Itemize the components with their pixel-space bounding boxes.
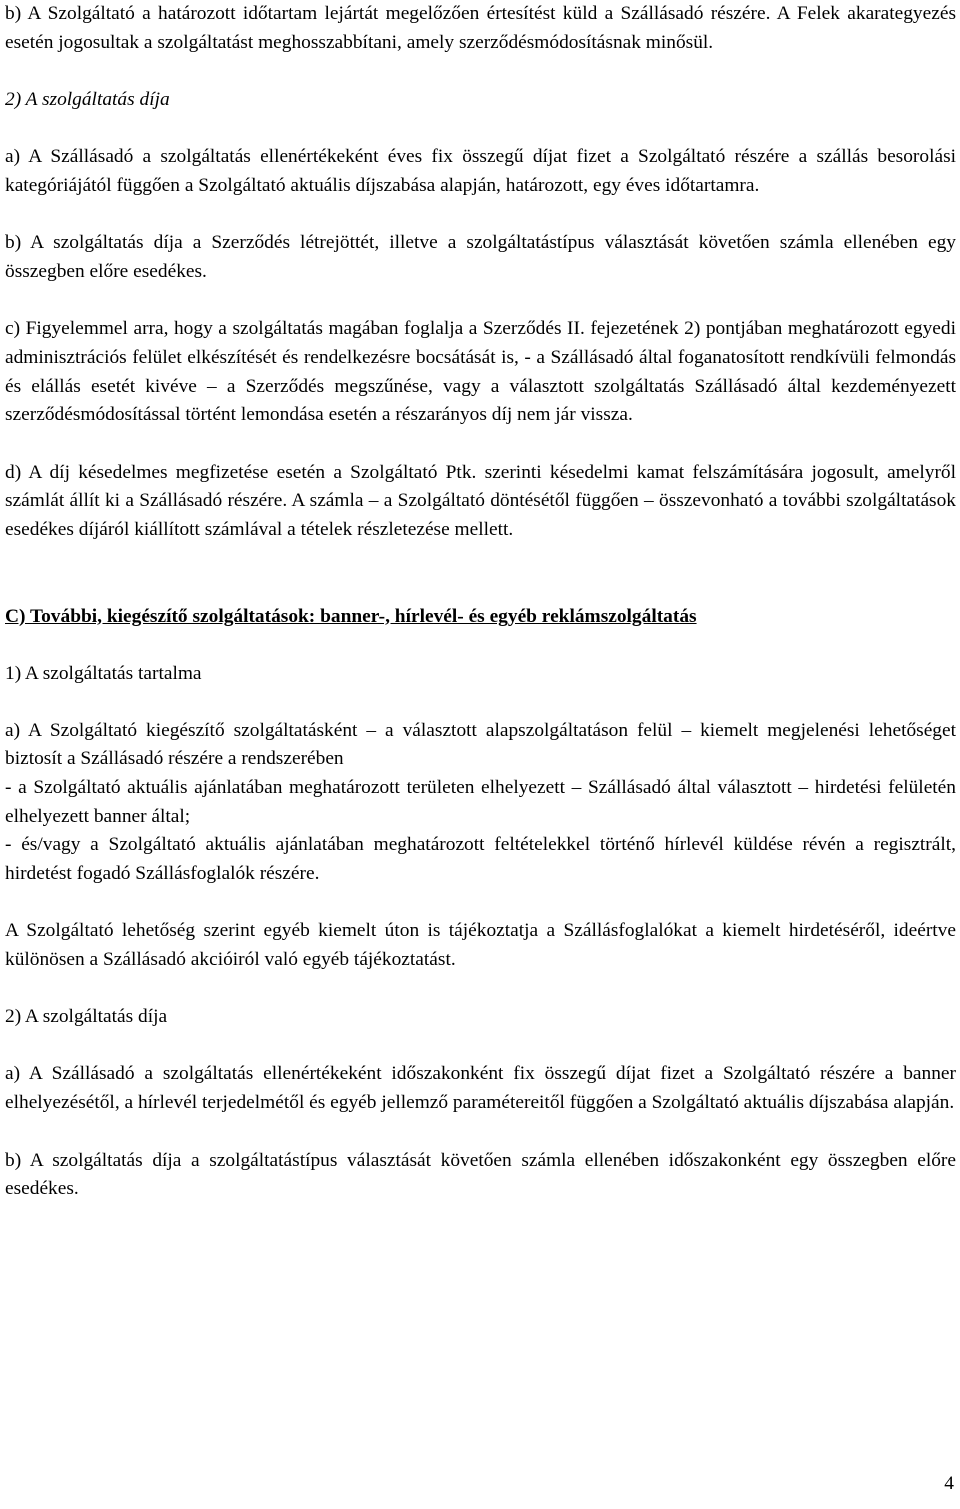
heading-fee-text: 2) A szolgáltatás díja (5, 88, 170, 110)
paragraph-fee-d: d) A díj késedelmes megfizetése esetén a Szolgáltató Ptk. szerinti késedelmi kamat felszámítására jogosult, amelyről számlát állít ki a Szállásadó részére. A számla – a Szolgáltató döntésétől függően – összevonható a további szolgáltatások esedékes díjáról kiállított számlával a tételek részletezése mellett. (5, 461, 956, 540)
heading-fee-c-text: 2) A szolgáltatás díja (5, 1006, 168, 1028)
heading-content (5, 660, 956, 689)
paragraph-fee-c-b: b) A szolgáltatás díja a szolgáltatástípus választását követően számla ellenében időszakonként egy összegben előre esedékes. (5, 1149, 956, 1200)
heading-content-text: 1) A szolgáltatás tartalma (5, 662, 202, 684)
paragraph-content-a: a) A Szolgáltató kiegészítő szolgáltatásként – a választott alapszolgáltatáson felül – kiemelt megjelenési lehetőséget biztosít a Szállásadó részére a rendszerében (5, 719, 956, 770)
paragraph-content-extra: A Szolgáltató lehetőség szerint egyéb kiemelt úton is tájékoztatja a Szállásfoglalókat a kiemelt hirdetéséről, ideértve különösen a Szállásadó akcióiról való egyéb tájékoztatást. (5, 920, 956, 971)
paragraph-fee-c: c) Figyelemmel arra, hogy a szolgáltatás magában foglalja a Szerződés II. fejezetének 2) pontjában meghatározott egyedi adminisztrációs felület elkészítését és rendelkezésre bocsátását is, - a Szállásadó által foganatosított rendkívüli felmondás és elállás esetét kivéve – a Szerződés megszűnése, vagy a választott szolgáltatás Szállásadó által kezdeményezett szerződésmódosítással történt lemondása esetén a részarányos díj nem jár vissza. (5, 318, 956, 426)
section-c-title: C) További, kiegészítő szolgáltatások: banner-, hírlevél- és egyéb reklámszolgáltatás (5, 605, 697, 627)
heading-fee-c (5, 1003, 956, 1032)
paragraph-content-banner: - a Szolgáltató aktuális ajánlatában meghatározott területen elhelyezett – Szállásadó által választott – hirdetési felületén elhelyezett banner által; (5, 777, 956, 827)
heading-fee-italic (5, 86, 956, 115)
paragraph-fee-c-a: a) A Szállásadó a szolgáltatás ellenértékeként időszakonként fix összegű díjat fizet a Szolgáltató részére a banner elhelyezésétől, a hírlevél terjedelmétől és egyéb jellemző paramétereitől függően a Szolgáltató aktuális díjszabása alapján. (5, 1063, 956, 1113)
paragraph-intro-b: b) A Szolgáltató a határozott időtartam lejártát megelőzően értesítést küld a Szállásadó részére. A Felek akarategyezés esetén jogosultak a szolgáltatást meghosszabbítani, amely szerződésmódosításnak minősül. (5, 3, 956, 53)
paragraph-fee-b: b) A szolgáltatás díja a Szerződés létrejöttét, illetve a szolgáltatástípus választását követően számla ellenében egy összegben előre esedékes. (5, 232, 956, 282)
page-number: 4 (944, 1473, 954, 1494)
paragraph-content-newsletter: - és/vagy a Szolgáltató aktuális ajánlatában meghatározott feltételekkel történő hírlevél küldése révén a regisztrált, hirdetést fogadó Szállásfoglalók részére. (5, 834, 956, 884)
document-page (5, 0, 956, 1204)
paragraph-fee-a: a) A Szállásadó a szolgáltatás ellenértékeként éves fix összegű díjat fizet a Szolgáltató részére a szállás besorolási kategóriájától függően a Szolgáltató aktuális díjszabása alapján, határozott, egy éves időtartamra. (5, 145, 956, 196)
